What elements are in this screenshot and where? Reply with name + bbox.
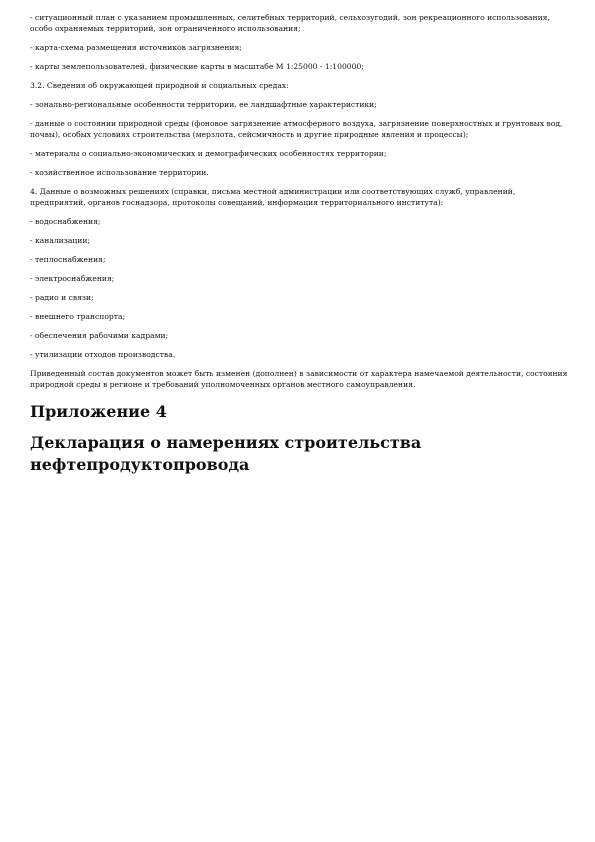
appendix-heading: Приложение 4: [30, 402, 167, 421]
paragraph-zonal-features: - зонально-региональные особенности территории, ее ландшафтные характеристики;: [30, 100, 377, 109]
paragraph-pollution-map: - карта-схема размещения источников загрязнения;: [30, 43, 242, 52]
list-item-radio-communication: - радио и связи;: [30, 293, 94, 302]
paragraph-situational-plan: - ситуационный план с указанием промышленных, селитебных территорий, сельхозугодий, зон рекреационного использования, особо охраняемых территорий, зон ограниченного использования;: [30, 13, 550, 33]
paragraph-land-user-maps: - карты землепользователей, физические карты в масштабе М 1:25000 - 1:100000;: [30, 62, 364, 71]
list-item-water-supply: - водоснабжения;: [30, 217, 101, 226]
list-item-external-transport: - внешнего транспорта;: [30, 312, 126, 321]
paragraph-section-4: 4. Данные о возможных решениях (справки, письма местной администрации или соответствующих служб, управлений, предприятий, органов госнадзора, протоколы совещаний, информация территориального института):: [30, 187, 516, 207]
list-item-waste-disposal: - утилизации отходов производства.: [30, 350, 176, 359]
paragraph-closing-note: Приведенный состав документов может быть изменен (дополнен) в зависимости от характера намечаемой деятельности, состояния природной среды в регионе и требований уполномоченных органов местного самоуправления.: [30, 369, 568, 389]
list-item-heat-supply: - теплоснабжения;: [30, 255, 106, 264]
declaration-heading: Декларация о намерениях строительства нефтепродуктопровода: [30, 433, 422, 474]
document-page: [30, 12, 570, 476]
paragraph-environment-data: - данные о состоянии природной среды (фоновое загрязнение атмосферного воздуха, загрязнение поверхностных и грунтовых вод, почвы), особых условиях строительства (мерзлота, сейсмичность и другие природные явления и процессы);: [30, 119, 563, 139]
list-item-sewerage: - канализации;: [30, 236, 90, 245]
paragraph-section-3-2: 3.2. Сведения об окружающей природной и социальных средах:: [30, 81, 289, 90]
paragraph-economic-use: - хозяйственное использование территории.: [30, 168, 209, 177]
list-item-workforce: - обеспечения рабочими кадрами;: [30, 331, 169, 340]
paragraph-socio-economic: - материалы о социально-экономических и демографических особенностях территории;: [30, 149, 387, 158]
list-item-power-supply: - электроснабжения;: [30, 274, 115, 283]
